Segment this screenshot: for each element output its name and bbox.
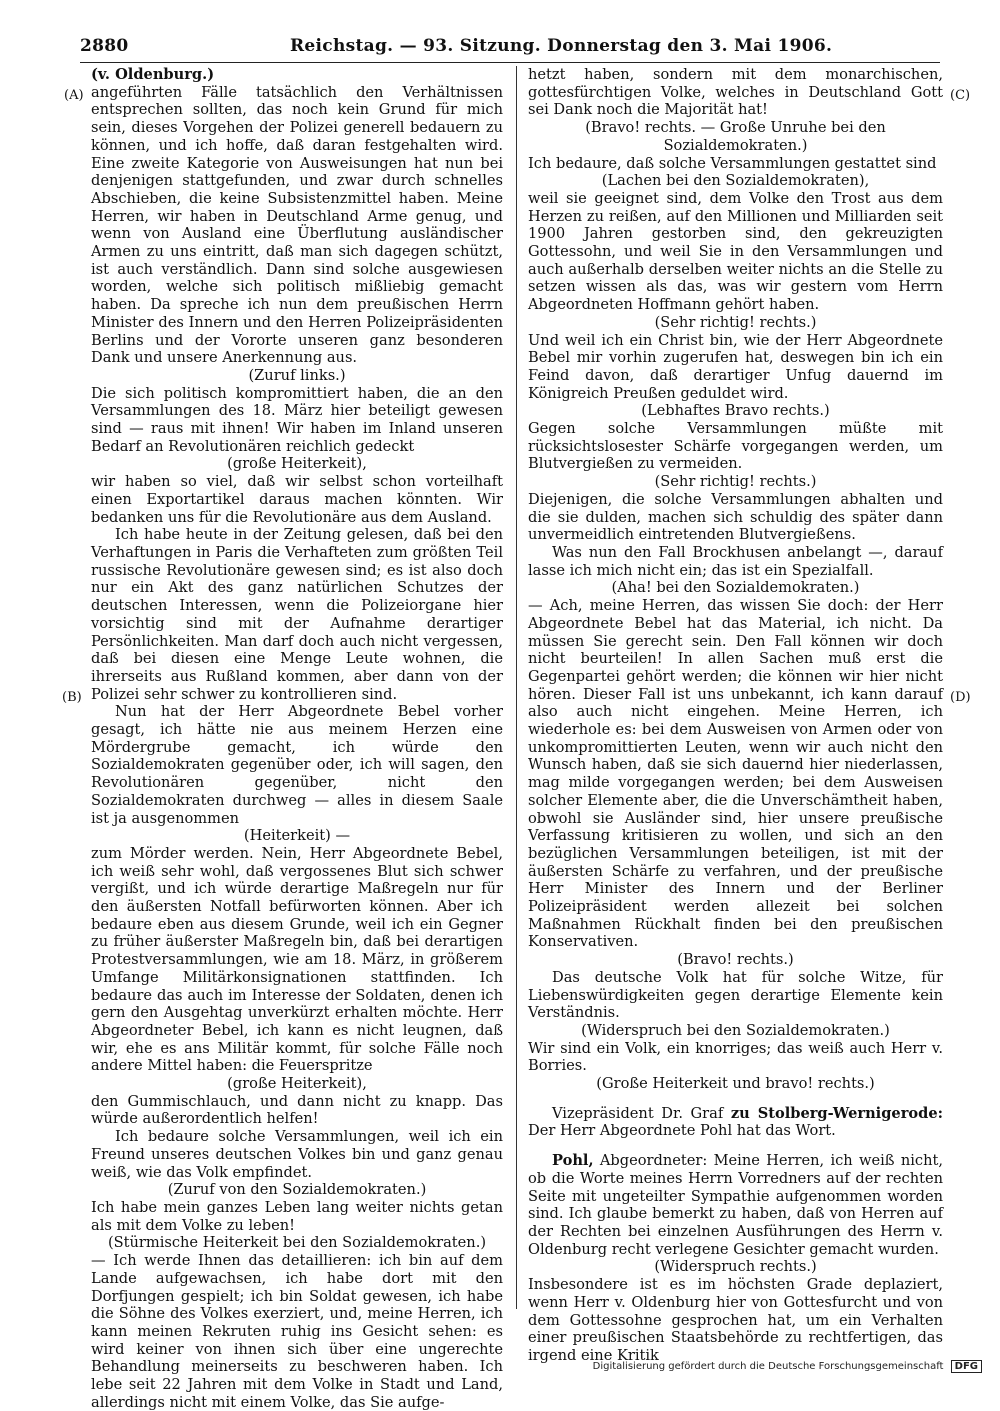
digitization-footer: [593, 1360, 982, 1373]
speaker-name: zu Stolberg-Wernigerode:: [730, 1104, 944, 1122]
paragraph: weil sie geeignet sind, dem Volke den Trost aus dem Herzen zu reißen, auf den Millionen und Milliarden seit 1900 Jahren gestorben sind, den gekreuzigten Gottessohn, und weil Sie in den Versammlungen und auch außerhalb derselben weiter nichts an die Stelle zu setzen wissen als das, was wir gestern vom Herrn Abgeordneten Hoffmann gehört haben.: [528, 189, 943, 314]
running-title: Reichstag. — 93. Sitzung. Donnerstag den 3. Mai 1906.: [290, 36, 833, 56]
margin-marker-b: (B): [62, 690, 82, 705]
interjection: (Stürmische Heiterkeit bei den Sozialdemokraten.): [107, 1234, 487, 1252]
interjection: (Aha! bei den Sozialdemokraten.): [611, 579, 860, 597]
margin-marker-d: (D): [950, 690, 971, 705]
margin-marker-c: (C): [950, 88, 971, 103]
paragraph: Insbesondere ist es im höchsten Grade deplaziert, wenn Herr v. Oldenburg hier von Gottesfurcht und von dem Gottessohne gesprochen hat, um ein Verhalten einer preußischen Staatsbehörde zu rechtfertigen, das irgend eine Kritik: [528, 1276, 943, 1364]
paragraph-text: Abgeordneter: Meine Herren, ich weiß nicht, ob die Worte meines Herrn Vorredners auf der rechten Seite mit ungeteilter Sympathie aufgenommen worden sind. Ich glaube bemerkt zu haben, daß von Herren auf der Rechten bei einzelnen Ausführungen des Herrn v. Oldenburg recht verlegene Gesichter gemacht wurden.: [528, 1152, 943, 1258]
interjection: (Sehr richtig! rechts.): [654, 313, 817, 331]
paragraph: — Ich werde Ihnen das detaillieren: ich bin auf dem Lande aufgewachsen, ich habe dort mit den Dorfjungen gespielt; ich bin Soldat gewesen, ich habe die Söhne des Volkes exerziert, und, meine Herren, ich kann meinen Rekruten ruhig ins Gesicht sehen: es wird keiner von ihnen sich über eine ungerechte Behandlung meinerseits zu beschweren haben. Ich lebe seit 22 Jahren mit dem Volke in Stadt und Land, allerdings nicht mit einem Volke, das Sie aufge-: [91, 1252, 503, 1411]
interjection: (Bravo! rechts. — Große Unruhe bei den Sozialdemokraten.): [585, 119, 886, 154]
margin-marker-a: (A): [64, 88, 84, 103]
interjection: (Sehr richtig! rechts.): [654, 473, 817, 491]
paragraph: Ich habe mein ganzes Leben lang weiter nichts getan als mit dem Volke zu leben!: [91, 1199, 503, 1234]
paragraph: Die sich politisch kompromittiert haben, die an den Versammlungen des 18. März hier beteiligt gewesen sind — raus mit ihnen! Wir haben im Inland unseren Bedarf an Revolutionären reichlich gedeckt: [91, 384, 503, 455]
paragraph: Nun hat der Herr Abgeordnete Bebel vorher gesagt, ich hätte nie aus meinem Herzen eine Mördergrube gemacht, ich würde den Sozialdemokraten gegenüber oder, ich will sagen, den Revolutionären gegenüber, nicht den Sozialdemokraten durchweg — alles in diesem Saale ist ja ausgenommen: [91, 703, 503, 827]
interjection: (Heiterkeit) —: [243, 827, 351, 845]
paragraph: Was nun den Fall Brockhusen anbelangt —, darauf lasse ich mich nicht ein; das ist ein Spezialfall.: [528, 543, 943, 579]
paragraph: Ich bedaure solche Versammlungen, weil ich ein Freund unseres deutschen Volkes bin und ganz genau weiß, wie das Volk empfindet.: [91, 1128, 503, 1181]
speaker-paragraph: [528, 1105, 943, 1140]
interjection: (Bravo! rechts.): [677, 951, 794, 969]
interjection: (Zuruf von den Sozialdemokraten.): [167, 1181, 427, 1199]
paragraph: Gegen solche Versammlungen müßte mit rücksichtslosester Schärfe vorgegangen werden, um Blutvergießen zu vermeiden.: [528, 420, 943, 473]
paragraph: zum Mörder werden. Nein, Herr Abgeordnete Bebel, ich weiß sehr wohl, daß vergossenes Blut sich schwer vergißt, und ich würde derartige Maßregeln nur für den äußersten Notfall befürworten können. Aber ich bedaure eben aus diesem Grunde, weil ich ein Gegner zu früher äußerster Maßregeln bin, daß bei derartigen Protestversammlungen, wie am 18. März, in größerem Umfange Militärkonsignationen stattfinden. Ich bedaure das auch im Interesse der Soldaten, denen ich gern den Ausgehtag unverkürzt erhalten möchte. Herr Abgeordneter Bebel, ich kann es nicht leugnen, daß wir, ehe es ans Militär kommt, für solche Fälle noch andere Mittel haben: die Feuerspritze: [91, 844, 503, 1075]
paragraph: — Ach, meine Herren, das wissen Sie doch: der Herr Abgeordnete Bebel hat das Material, ich nicht. Da müssen Sie gerecht sein. Den Fall können wir doch nicht beurteilen! In allen Sachen muß erst die Gegenpartei gehört werden; die können wir hier nicht hören. Dieser Fall ist uns unbekannt, ich kann darauf also auch nicht eingehen. Meine Herren, ich wiederhole es: bei dem Ausweisen von Armen oder von unkompromittierten Leuten, wenn wir auch nicht den Wunsch haben, daß sie sich dauernd hier niederlassen, mag milde vorgegangen werden; bei dem Ausweisen solcher Elemente aber, die die Unverschämtheit haben, obwohl sie Ausländer sind, hier unsere preußische Verfassung kritisieren zu wollen, und sich an den bezüglichen Versammlungen beteiligen, ist mit der äußersten Schärfe zu verfahren, und der preußische Herr Minister des Innern und der Berliner Polizeipräsident werden allezeit bei solchen Maßnahmen Rückhalt finden bei den preußischen Konservativen.: [528, 597, 943, 951]
header-rule: [80, 62, 940, 63]
interjection: (Lebhaftes Bravo rechts.): [641, 402, 830, 420]
interjection: (Widerspruch rechts.): [654, 1258, 817, 1276]
column-divider: [516, 66, 517, 1309]
interjection: (Widerspruch bei den Sozialdemokraten.): [581, 1021, 890, 1039]
interjection: (Lachen bei den Sozialdemokraten),: [601, 172, 870, 190]
page-header: [80, 36, 940, 64]
interjection: (Zuruf links.): [248, 366, 346, 384]
section-gap: [528, 1093, 943, 1105]
speaker-name: Pohl,: [552, 1152, 594, 1170]
interjection: (Große Heiterkeit und bravo! rechts.): [596, 1075, 875, 1093]
paragraph: Wir sind ein Volk, ein knorriges; das weiß auch Herr v. Borries.: [528, 1039, 943, 1075]
interjection: (große Heiterkeit),: [227, 455, 367, 473]
paragraph: wir haben so viel, daß wir selbst schon vorteilhaft einen Exportartikel daraus machen könnten. Wir bedanken uns für die Revolutionäre aus dem Ausland.: [91, 473, 503, 526]
section-gap: [528, 1140, 943, 1152]
page-number: 2880: [80, 36, 129, 56]
paragraph: Das deutsche Volk hat für solche Witze, für Liebenswürdigkeiten gegen derartige Elemente kein Verständnis.: [528, 968, 943, 1022]
paragraph: angeführten Fälle tatsächlich den Verhältnissen entsprechen sollten, das noch kein Grund für mich sein, dieses Vorgehen der Polizei generell bedauern zu können, und ich hoffe, daß daran festgehalten wird. Eine zweite Kategorie von Ausweisungen hat nun bei denjenigen stattgefunden, und zwar durch schnelles Abschieben, die keine Subsistenzmittel haben. Meine Herren, wir haben in Deutschland Arme genug, und wenn von Ausland eine Überflutung ausländischer Armen zu uns eintritt, daß man sich dagegen schützt, ist auch verständlich. Dann sind solche ausgewiesen worden, welche sich politisch mißliebig gemacht haben. Da spreche ich nun dem preußischen Herrn Minister des Innern und den Herren Polizeipräsidenten Berlins und der Vororte unseren ganz besonderen Dank und unsere Anerkennung aus.: [91, 83, 503, 367]
speaker-continuation: (v. Oldenburg.): [91, 66, 215, 83]
paragraph: Ich bedaure, daß solche Versammlungen gestattet sind: [528, 154, 937, 172]
footer-text: Digitalisierung gefördert durch die Deutsche Forschungsgemeinschaft: [592, 1361, 944, 1372]
paragraph: hetzt haben, sondern mit dem monarchischen, gottesfürchtigen Volke, welches in Deutschland Gott sei Dank noch die Majorität hat!: [528, 66, 943, 119]
dfg-logo: DFG: [951, 1360, 982, 1373]
paragraph: Diejenigen, die solche Versammlungen abhalten und die sie dulden, machen sich schuldig des später dann unvermeidlich eintretenden Blutvergießens.: [528, 490, 943, 544]
speaker-paragraph: [528, 1152, 943, 1258]
paragraph: Ich habe heute in der Zeitung gelesen, daß bei den Verhaftungen in Paris die Verhafteten zum größten Teil russische Revolutionäre gewesen sind; es ist also doch nur ein Akt des ganz natürlichen Schutzes der deutschen Interessen, wenn die Polizeiorgane hier vorsichtig sind mit der Aufnahme derartiger Persönlichkeiten. Man darf doch auch nicht vergessen, daß bei diesen eine Menge Leute wohnen, die ihrerseits aus Rußland kommen, aber dann von der Polizei sehr schwer zu kontrollieren sind.: [91, 526, 503, 703]
speaker-role: Vizepräsident Dr. Graf: [552, 1104, 724, 1122]
paragraph: Und weil ich ein Christ bin, wie der Herr Abgeordnete Bebel mir vorhin zugerufen hat, deswegen bin ich ein Feind davon, daß derartiger Unfug dauernd im Königreich Preußen geduldet wird.: [528, 331, 943, 402]
paragraph: den Gummischlauch, und dann nicht zu knapp. Das würde außerordentlich helfen!: [91, 1092, 503, 1128]
paragraph-text: Der Herr Abgeordnete Pohl hat das Wort.: [528, 1122, 836, 1140]
right-column: [528, 66, 943, 1365]
interjection: (große Heiterkeit),: [227, 1075, 367, 1093]
left-column: [91, 66, 503, 1411]
